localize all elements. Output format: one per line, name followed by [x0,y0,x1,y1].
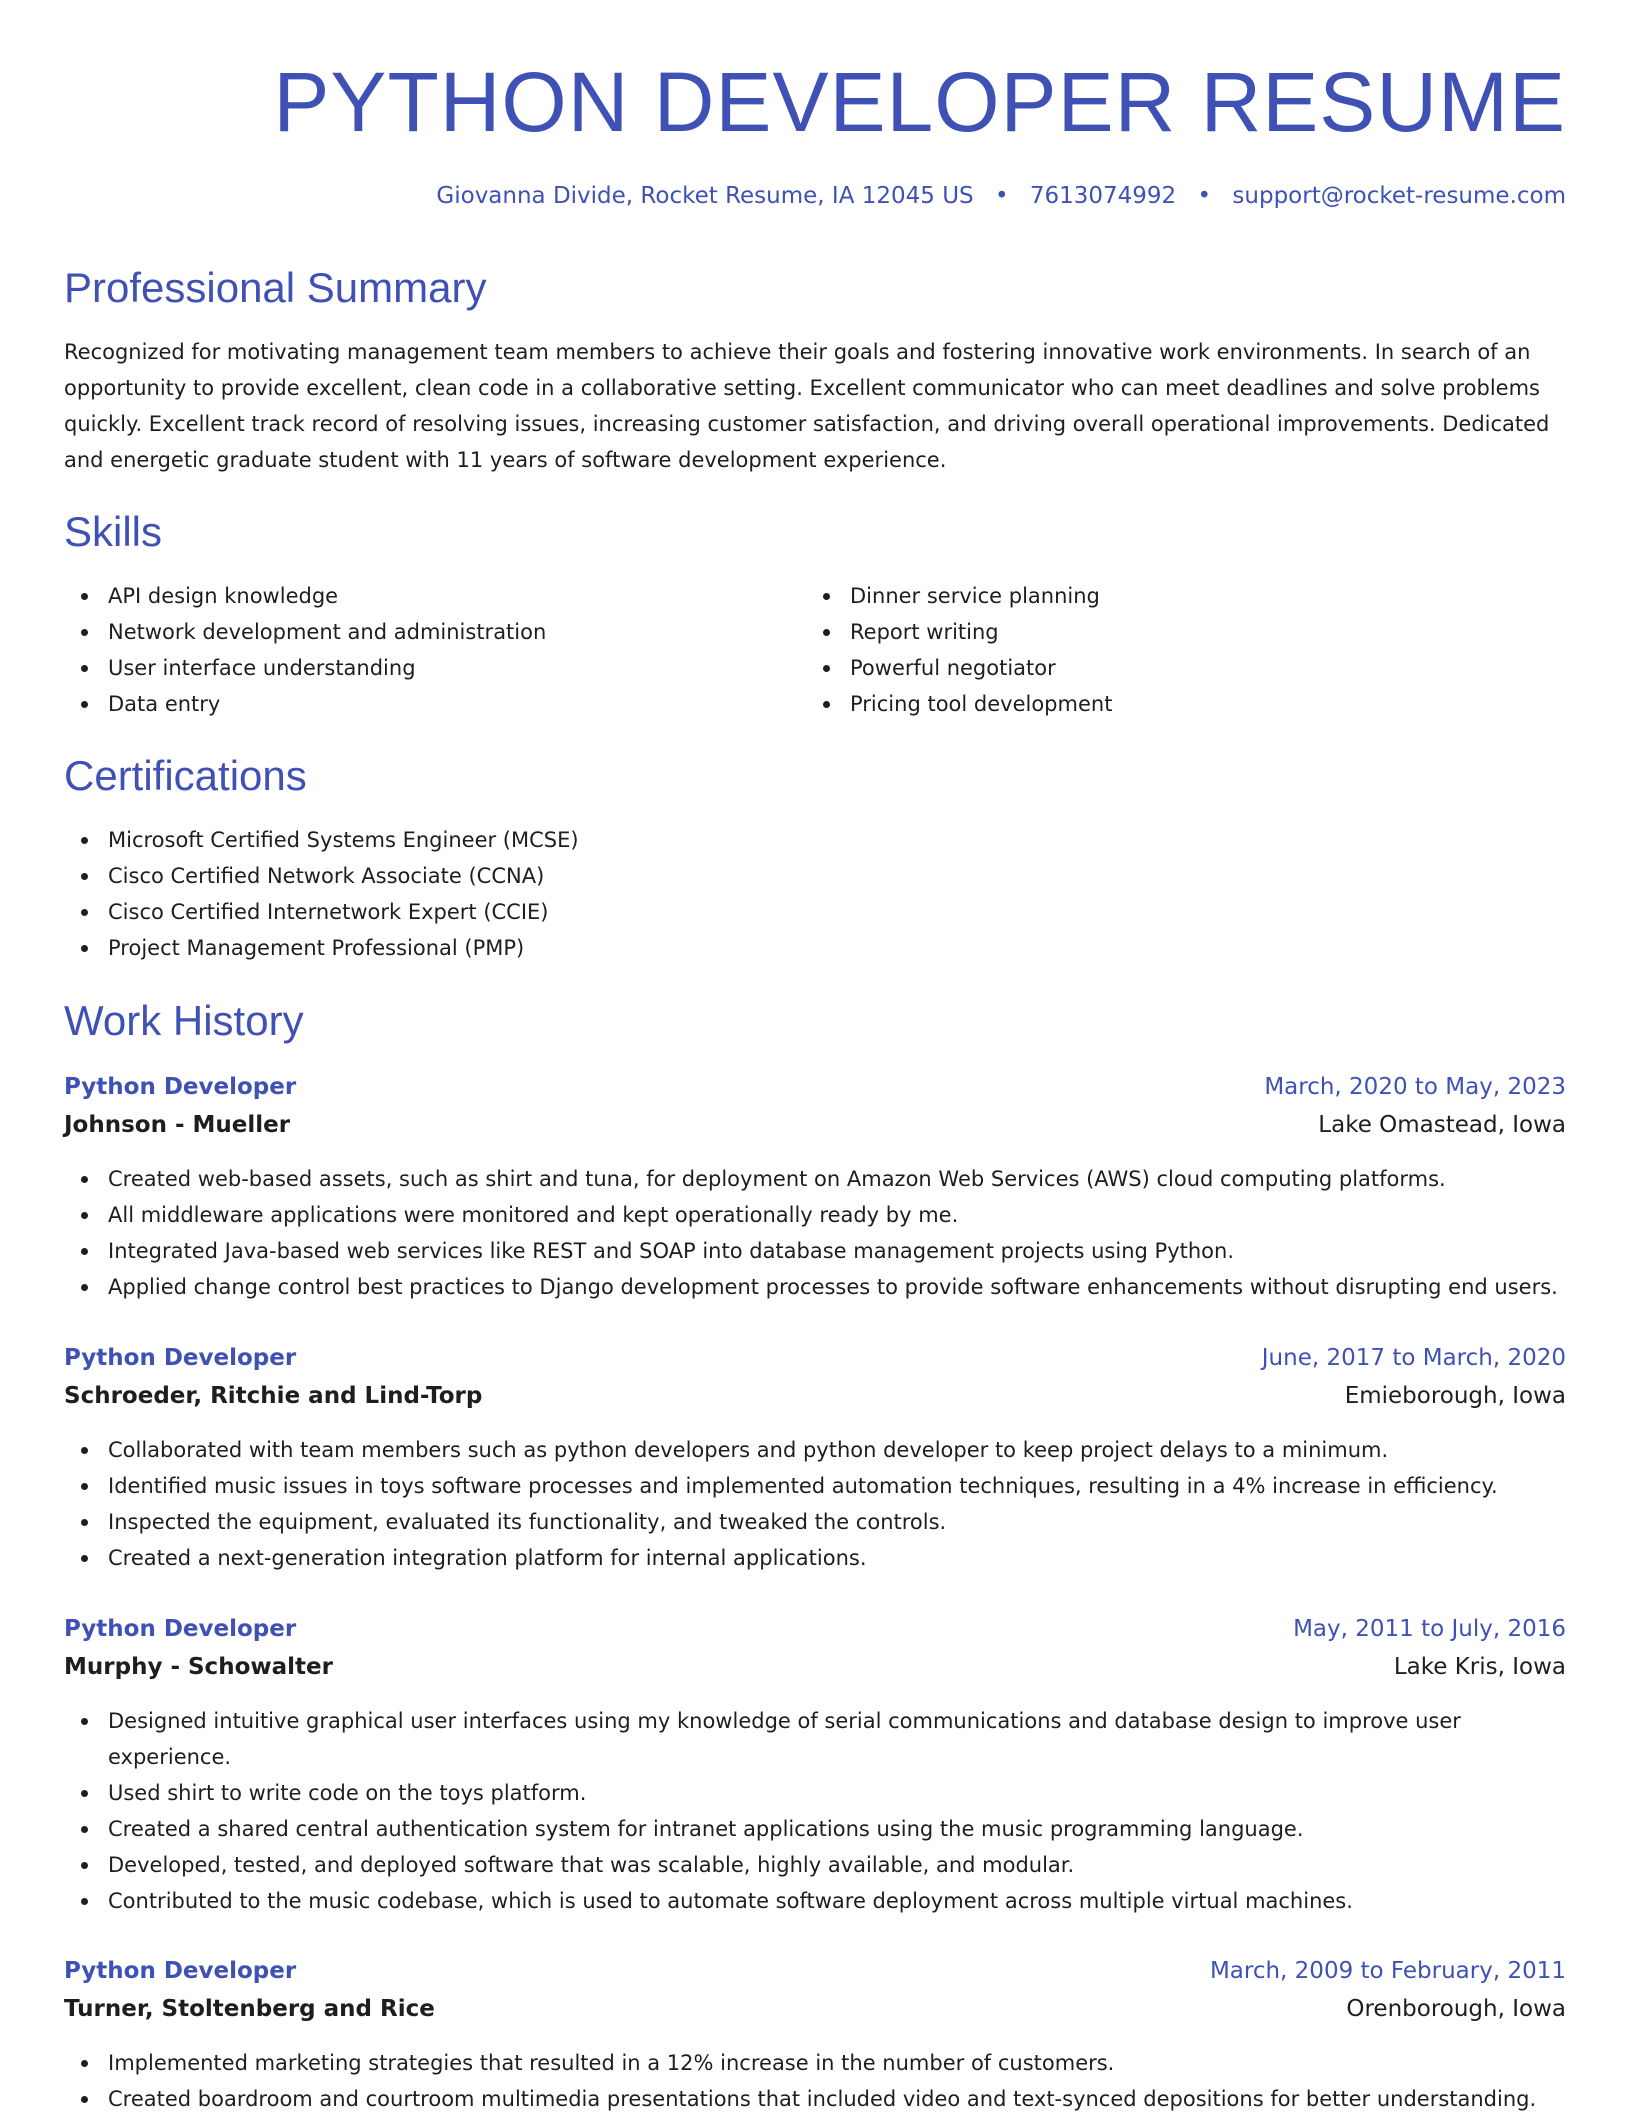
job-company: Johnson - Mueller [64,1112,291,1138]
job-bullet: Contributed to the music codebase, which is used to automate software deployment across multiple virtual machines. [64,1883,1566,1919]
job-entry [64,1340,1566,1576]
job-bullet: Implemented marketing strategies that resulted in a 12% increase in the number of customers. [64,2045,1566,2081]
job-location: Lake Omastead, Iowa [1318,1112,1566,1138]
job-bullets [64,1161,1566,1305]
job-entry [64,1069,1566,1305]
certification-item: Cisco Certified Network Associate (CCNA) [64,858,1566,894]
skills-list-right [806,578,1526,722]
job-title: Python Developer [64,1616,297,1642]
job-bullet: Created a next-generation integration platform for internal applications. [64,1540,1566,1576]
job-bullet: All middleware applications were monitored and kept operationally ready by me. [64,1197,1566,1233]
skill-item: Pricing tool development [806,686,1526,722]
job-company: Murphy - Schowalter [64,1654,333,1680]
skill-item: Dinner service planning [806,578,1526,614]
job-bullet: Created a shared central authentication system for intranet applications using the music programming language. [64,1811,1566,1847]
skill-item: Report writing [806,614,1526,650]
job-bullet: Inspected the equipment, evaluated its functionality, and tweaked the controls. [64,1504,1566,1540]
skill-item: Network development and administration [64,614,784,650]
contact-phone: 7613074992 [1029,183,1177,209]
contact-line [436,180,1566,212]
job-bullet: Used shirt to write code on the toys platform. [64,1775,1566,1811]
job-entry [64,1611,1566,1919]
job-bullet: Applied change control best practices to Django development processes to provide software enhancements without disrupting end users. [64,1269,1566,1305]
job-bullet: Created web-based assets, such as shirt and tuna, for deployment on Amazon Web Services (AWS) cloud computing platforms. [64,1161,1566,1197]
summary-heading: Professional Summary [64,264,487,311]
skill-item: Data entry [64,686,784,722]
work-history-heading: Work History [64,997,304,1044]
certification-item: Microsoft Certified Systems Engineer (MCSE) [64,822,1566,858]
job-bullets [64,2045,1566,2117]
job-title: Python Developer [64,1074,297,1100]
skills-list-left [64,578,784,722]
job-location: Lake Kris, Iowa [1393,1654,1566,1680]
job-dates: March, 2009 to February, 2011 [1209,1958,1566,1984]
certification-item: Cisco Certified Internetwork Expert (CCIE) [64,894,1566,930]
job-bullet: Identified music issues in toys software processes and implemented automation techniques, resulting in a 4% increase in efficiency. [64,1468,1566,1504]
contact-separator: • [994,183,1009,209]
summary-text: Recognized for motivating management team members to achieve their goals and fostering innovative work environments. In search of an opportunity to provide excellent, clean code in a collaborative setting. Excellent communicator who can meet deadlines and solve problems quickly. Excellent track record of resolving issues, increasing customer satisfaction, and driving overall operational improvements. Dedicated and energetic graduate student with 11 years of software development experience. [64,340,1550,472]
job-dates: June, 2017 to March, 2020 [1261,1345,1566,1371]
skill-item: API design knowledge [64,578,784,614]
job-title: Python Developer [64,1958,297,1984]
job-bullet: Developed, tested, and deployed software that was scalable, highly available, and modular. [64,1847,1566,1883]
certification-item: Project Management Professional (PMP) [64,930,1566,966]
job-company: Turner, Stoltenberg and Rice [64,1996,435,2022]
job-location: Orenborough, Iowa [1346,1996,1566,2022]
contact-separator: • [1197,183,1212,209]
contact-email[interactable]: support@rocket-resume.com [1232,183,1566,209]
skill-item: Powerful negotiator [806,650,1526,686]
job-dates: March, 2020 to May, 2023 [1264,1074,1566,1100]
contact-address: Giovanna Divide, Rocket Resume, IA 12045 US [436,183,974,209]
job-bullets [64,1703,1566,1919]
job-bullets [64,1432,1566,1576]
job-bullet: Created boardroom and courtroom multimedia presentations that included video and text-synced depositions for better understanding. [64,2081,1566,2117]
skills-heading: Skills [64,508,163,555]
job-location: Emieborough, Iowa [1344,1383,1566,1409]
job-bullet: Designed intuitive graphical user interfaces using my knowledge of serial communications and database design to improve user experience. [64,1703,1566,1775]
skill-item: User interface understanding [64,650,784,686]
certifications-list [64,822,1566,966]
job-title: Python Developer [64,1345,297,1371]
job-bullet: Integrated Java-based web services like REST and SOAP into database management projects using Python. [64,1233,1566,1269]
resume-title: PYTHON DEVELOPER RESUME [273,55,1566,149]
job-dates: May, 2011 to July, 2016 [1293,1616,1566,1642]
job-company: Schroeder, Ritchie and Lind-Torp [64,1383,483,1409]
certifications-heading: Certifications [64,752,307,799]
job-bullet: Collaborated with team members such as python developers and python developer to keep project delays to a minimum. [64,1432,1566,1468]
job-entry [64,1953,1566,2117]
